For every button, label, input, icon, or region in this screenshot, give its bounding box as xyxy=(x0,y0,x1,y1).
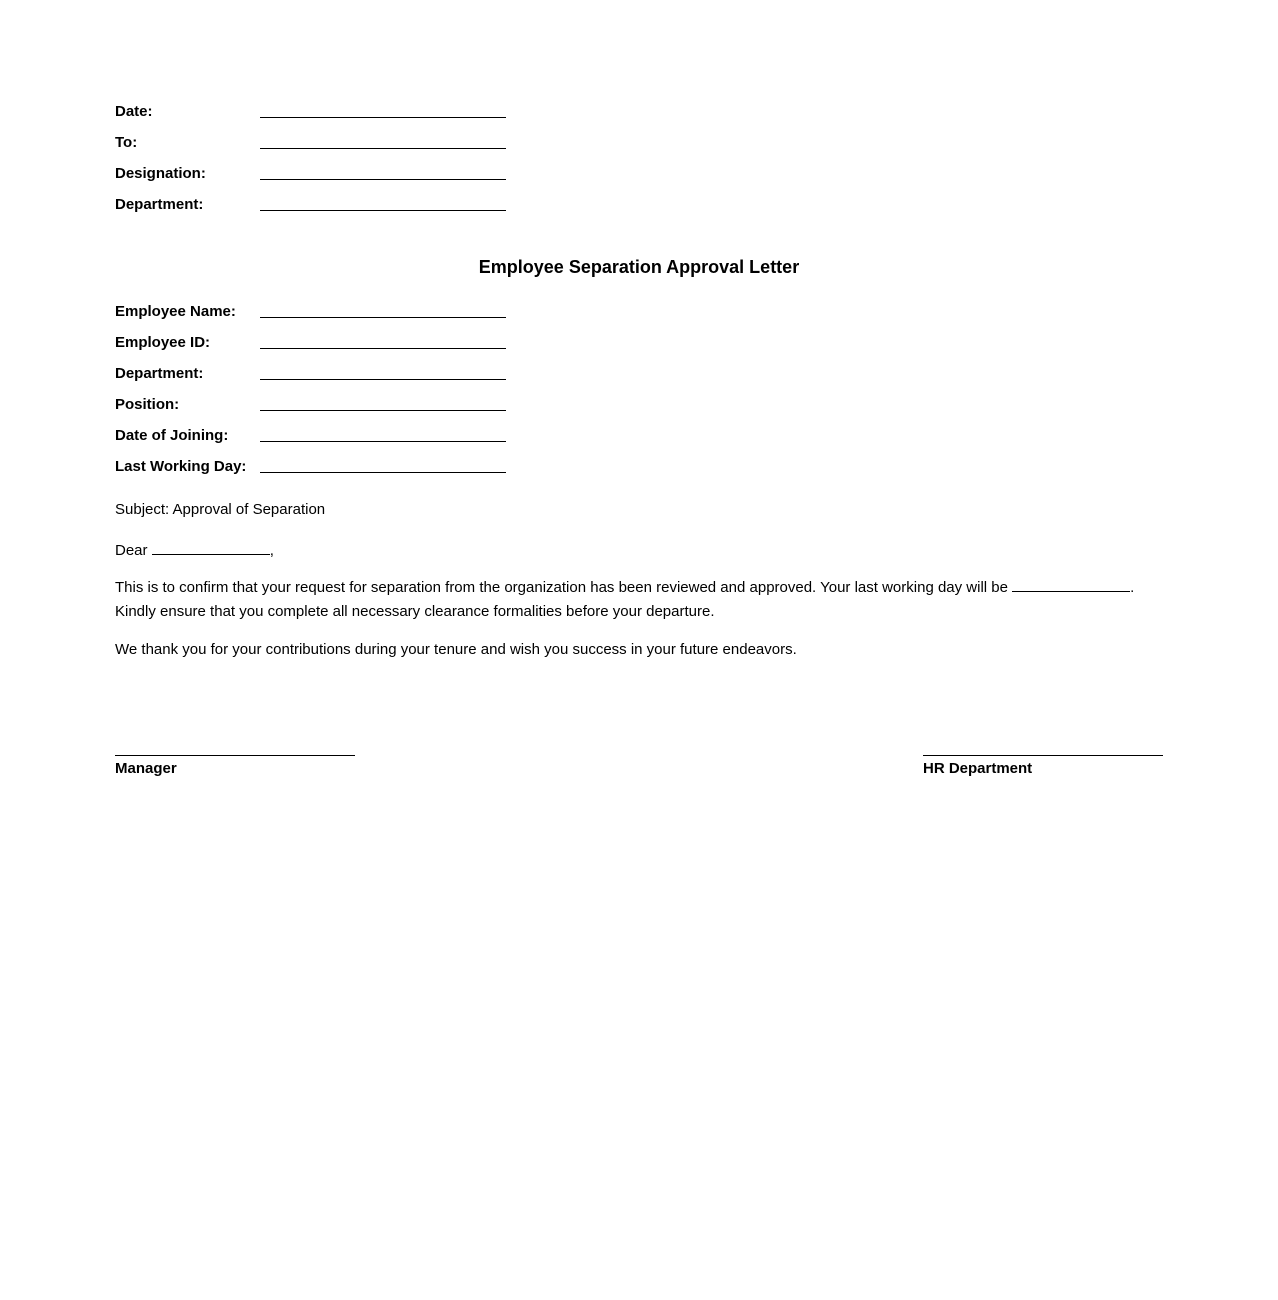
field-row-position xyxy=(115,389,1163,420)
field-line-last-working-day xyxy=(260,451,506,473)
field-row-employee-department xyxy=(115,358,1163,389)
field-line-date xyxy=(260,96,506,118)
signature-label-manager: Manager xyxy=(115,760,177,777)
signature-line-hr-department xyxy=(923,755,1163,756)
field-label-position: Position: xyxy=(115,396,180,413)
field-label-employee-id: Employee ID: xyxy=(115,334,211,351)
field-line-date-of-joining xyxy=(260,420,506,442)
header-fields-section xyxy=(115,96,1163,220)
body-paragraph-1-before-blank: This is to confirm that your request for separation from the organization has been reviewed and approved. Your last working day will be xyxy=(115,579,1008,596)
body-paragraph-1 xyxy=(115,575,1163,624)
field-row-employee-name xyxy=(115,296,1163,327)
field-line-position xyxy=(260,389,506,411)
field-line-to xyxy=(260,127,506,149)
field-row-employee-id xyxy=(115,327,1163,358)
field-label-date-of-joining: Date of Joining: xyxy=(115,427,229,444)
last-working-day-blank xyxy=(1012,575,1130,592)
subject-line: Subject: Approval of Separation xyxy=(115,501,326,518)
signature-line-manager xyxy=(115,755,355,756)
field-line-department xyxy=(260,189,506,211)
field-row-date xyxy=(115,96,1163,127)
field-label-employee-department: Department: xyxy=(115,365,204,382)
field-label-last-working-day: Last Working Day: xyxy=(115,458,247,475)
field-line-employee-department xyxy=(260,358,506,380)
field-label-date: Date: xyxy=(115,103,153,120)
field-line-employee-id xyxy=(260,327,506,349)
signature-section xyxy=(115,755,1163,778)
body-paragraph-1-after-blank: . Kindly ensure that you complete all necessary clearance formalities before your departure. xyxy=(115,579,1135,620)
page-title: Employee Separation Approval Letter xyxy=(478,257,800,277)
field-line-designation xyxy=(260,158,506,180)
field-row-designation xyxy=(115,158,1163,189)
signature-label-hr-department: HR Department xyxy=(923,760,1033,777)
employee-fields-section xyxy=(115,296,1163,482)
salutation-name-blank xyxy=(152,538,270,555)
salutation-suffix: , xyxy=(269,542,274,559)
body-paragraph-2: We thank you for your contributions during your tenure and wish you success in your future endeavors. xyxy=(115,641,797,658)
salutation-prefix: Dear xyxy=(115,542,148,559)
field-row-date-of-joining xyxy=(115,420,1163,451)
signature-block-hr-department xyxy=(923,755,1163,778)
field-label-employee-name: Employee Name: xyxy=(115,303,236,320)
field-row-to xyxy=(115,127,1163,158)
signature-block-manager xyxy=(115,755,355,778)
salutation-line xyxy=(115,538,1163,561)
field-row-department xyxy=(115,189,1163,220)
field-label-designation: Designation: xyxy=(115,165,206,182)
field-line-employee-name xyxy=(260,296,506,318)
field-label-to: To: xyxy=(115,134,138,151)
field-label-department: Department: xyxy=(115,196,204,213)
field-row-last-working-day xyxy=(115,451,1163,482)
